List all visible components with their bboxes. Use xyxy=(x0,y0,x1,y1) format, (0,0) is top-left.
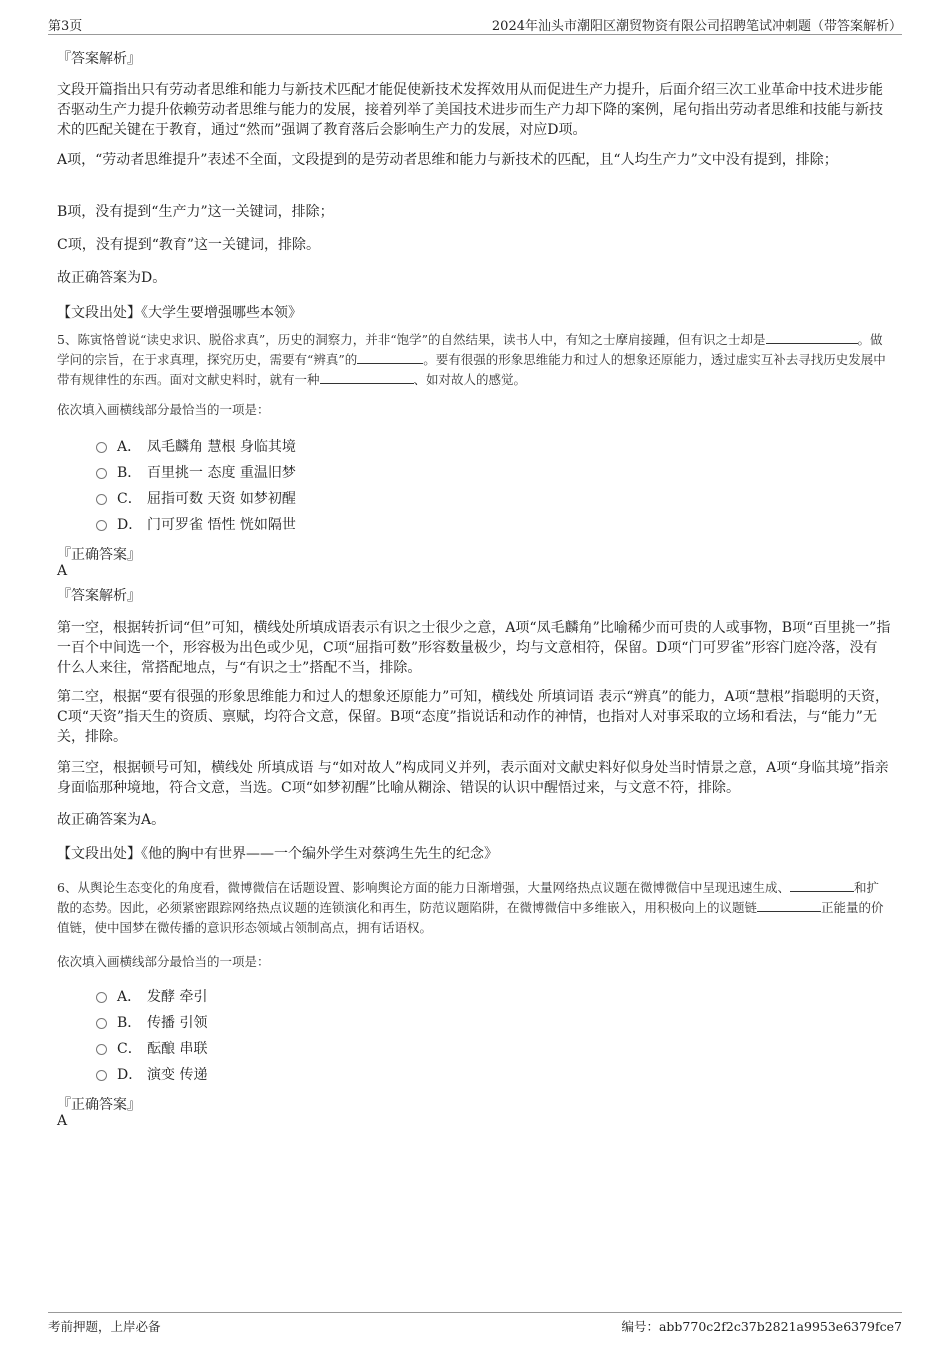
q6-option-c[interactable]: C． 酝酿 串联 xyxy=(96,1038,207,1060)
q4-analysis-para2: A项，“劳动者思维提升”表述不全面，文段提到的是劳动者思维和能力与新技术的匹配，且“人均生产力”文中没有提到，排除； xyxy=(57,152,838,168)
q5-analysis-para1: 第一空，根据转折词“但”可知，横线处所填成语表示有识之士很少之意，A项“凤毛麟角”比喻稀少而可贵的人或事物，B项“百里挑一”指一百个中间选一个，形容极为出色或少见，C项“屈指可数”形容数量极少，均与文意相符，保留。D项“门可罗雀”形容门庭冷落，没有什么人来往，常搭配地点，与“有识之士”搭配不当，排除。 xyxy=(57,620,891,676)
radio-icon[interactable] xyxy=(96,494,107,505)
q6-blank-1 xyxy=(790,878,854,892)
q5-option-d[interactable]: D． 门可罗雀 悟性 恍如隔世 xyxy=(96,514,296,536)
q6-answer-label: 『正确答案』 xyxy=(57,1097,141,1113)
q5-answer: A xyxy=(57,563,68,579)
q5-option-c[interactable]: C． 屈指可数 天资 如梦初醒 xyxy=(96,488,296,510)
q5-analysis-label: 『答案解析』 xyxy=(57,588,141,604)
q5-stem-part-c: 。要有很强的形象思维能力和过人的想象还原能力，透过虚实互补去寻找历史发展中带有规律性的东西。面对文献史料时，就有一种 xyxy=(57,352,886,387)
q6-stem-part-a: 6、从舆论生态变化的角度看，微博微信在话题设置、影响舆论方面的能力日渐增强，大量网络热点议题在微博微信中呈现迅速生成、 xyxy=(57,880,790,895)
page-footer xyxy=(48,1312,902,1334)
q5-answer-label: 『正确答案』 xyxy=(57,547,141,563)
footer-serial: 编号：abb770c2f2c37b2821a9953e6379fce7 xyxy=(621,1319,902,1334)
q5-blank-2 xyxy=(357,350,423,364)
q4-analysis-para1: 文段开篇指出只有劳动者思维和能力与新技术匹配才能促使新技术发挥效用从而促进生产力提升，后面介绍三次工业革命中技术进步能否驱动生产力提升依赖劳动者思维与能力的发展，接着列举了美国技术进步而生产力却下降的案例，尾句指出劳动者思维和技能与新技术的匹配关键在于教育，通过“然而”强调了教育落后会影响生产力的发展，对应D项。 xyxy=(57,82,883,138)
q6-option-b[interactable]: B． 传播 引领 xyxy=(96,1012,207,1034)
q6-option-d[interactable]: D． 演变 传递 xyxy=(96,1064,207,1086)
radio-icon[interactable] xyxy=(96,442,107,453)
q5-blank-3 xyxy=(320,370,414,384)
q5-analysis-para4: 故正确答案为A。 xyxy=(57,812,166,828)
q6-prompt: 依次填入画横线部分最恰当的一项是： xyxy=(57,954,270,969)
q6-stem-part-b: 和扩散的态势。因此，必须紧密跟踪网络热点议题的连锁演化和再生，防范议题陷阱，在微博微信中多维嵌入，用积极向上的议题链 xyxy=(57,880,879,915)
q5-prompt: 依次填入画横线部分最恰当的一项是： xyxy=(57,402,270,417)
q5-option-a[interactable]: A． 凤毛麟角 慧根 身临其境 xyxy=(96,436,296,458)
q4-analysis-label: 『答案解析』 xyxy=(57,51,141,67)
radio-icon[interactable] xyxy=(96,468,107,479)
radio-icon[interactable] xyxy=(96,1070,107,1081)
radio-icon[interactable] xyxy=(96,1018,107,1029)
radio-icon[interactable] xyxy=(96,992,107,1003)
radio-icon[interactable] xyxy=(96,520,107,531)
q5-option-b[interactable]: B． 百里挑一 态度 重温旧梦 xyxy=(96,462,296,484)
q6-stem xyxy=(57,878,891,938)
q5-analysis-para3: 第三空，根据顿号可知，横线处 所填成语 与“如对故人”构成同义并列，表示面对文献史料好似身处当时情景之意，A项“身临其境”指亲身面临那种境地，符合文意，当选。C项“如梦初醒”比喻从糊涂、错误的认识中醒悟过来，与文意不符，排除。 xyxy=(57,760,889,796)
q5-stem xyxy=(57,330,891,390)
q4-analysis-para5: 故正确答案为D。 xyxy=(57,270,167,286)
q4-analysis-para4: C项，没有提到“教育”这一关键词，排除。 xyxy=(57,237,321,253)
document-title: 2024年汕头市潮阳区潮贸物资有限公司招聘笔试冲刺题（带答案解析） xyxy=(491,19,902,34)
q6-stem-part-c: 正能量的价值链，使中国梦在微传播的意识形态领域占领制高点，拥有话语权。 xyxy=(57,900,884,935)
page-header xyxy=(48,12,902,35)
q6-option-a[interactable]: A． 发酵 牵引 xyxy=(96,986,207,1008)
q4-analysis-para3: B项，没有提到“生产力”这一关键词，排除； xyxy=(57,204,334,220)
q6-blank-2 xyxy=(757,898,821,912)
q6-answer: A xyxy=(57,1113,68,1129)
q5-blank-1 xyxy=(766,330,858,344)
q5-analysis-para2: 第二空，根据“要有很强的形象思维能力和过人的想象还原能力”可知，横线处 所填词语 表示“辨真”的能力，A项“慧根”指聪明的天资，C项“天资”指天生的资质、禀赋，均符合文意，保留。B项“态度”指说话和动作的神情，也指对人对事采取的立场和看法，与“能力”无关，排除。 xyxy=(57,689,889,745)
q4-source: 【文段出处】《大学生要增强哪些本领》 xyxy=(57,305,302,321)
q5-source: 【文段出处】《他的胸中有世界——一个编外学生对蔡鸿生先生的纪念》 xyxy=(57,846,498,862)
page-number: 第3页 xyxy=(48,19,83,34)
radio-icon[interactable] xyxy=(96,1044,107,1055)
q5-stem-part-a: 5、陈寅恪曾说“读史求识、脱俗求真”，历史的洞察力，并非“饱学”的自然结果，读书人中，有知之士摩肩接踵，但有识之士却是 xyxy=(57,332,766,347)
q5-stem-part-b: 。做学问的宗旨，在于求真理，探究历史，需要有“辨真”的 xyxy=(57,332,883,367)
q5-stem-part-d: 、如对故人的感觉。 xyxy=(413,372,527,387)
footer-slogan: 考前押题，上岸必备 xyxy=(48,1319,161,1334)
